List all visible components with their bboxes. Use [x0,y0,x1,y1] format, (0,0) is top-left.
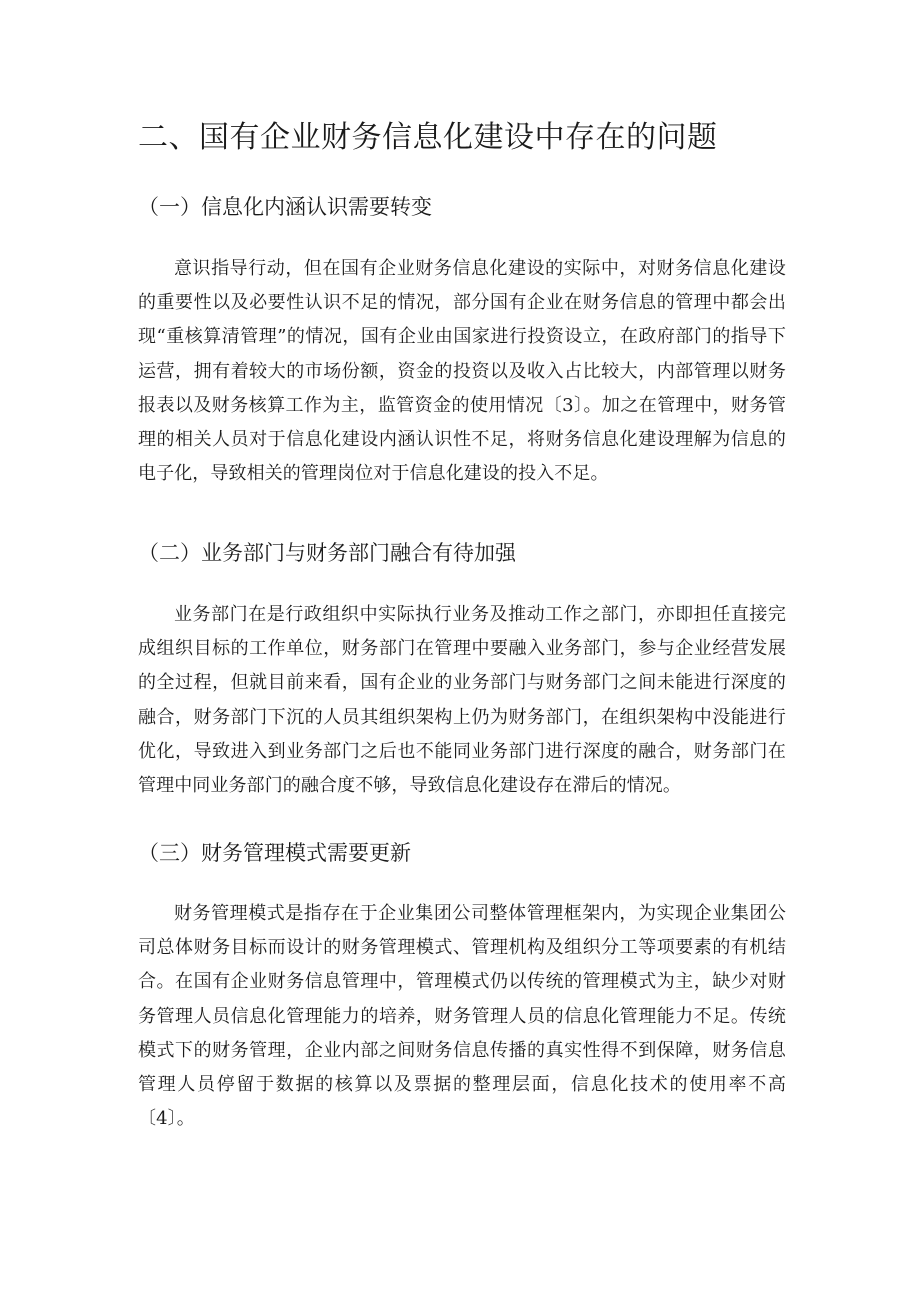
section-paragraph-1: 意识指导行动，但在国有企业财务信息化建设的实际中，对财务信息化建设的重要性以及必要性认识不足的情况，部分国有企业在财务信息的管理中都会出现“重核算清管理”的情况，国有企业由国家进行投资设立，在政府部门的指导下运营，拥有着较大的市场份额，资金的投资以及收入占比较大，内部管理以财务报表以及财务核算工作为主，监管资金的使用情况〔3〕。加之在管理中，财务管理的相关人员对于信息化建设内涵认识性不足，将财务信息化建设理解为信息的电子化，导致相关的管理岗位对于信息化建设的投入不足。 [138,258,786,485]
section-paragraph-3: 财务管理模式是指存在于企业集团公司整体管理框架内，为实现企业集团公司总体财务目标而设计的财务管理模式、管理机构及组织分工等项要素的有机结合。在国有企业财务信息管理中，管理模式仍以传统的管理模式为主，缺少对财务管理人员信息化管理能力的培养，财务管理人员的信息化管理能力不足。传统模式下的财务管理，企业内部之间财务信息传播的真实性得不到保障，财务信息管理人员停留于数据的核算以及票据的整理层面，信息化技术的使用率不高〔4〕。 [138,903,786,1130]
section-heading-2: （二）业务部门与财务部门融合有待加强 [138,541,516,565]
page-title: 二、国有企业财务信息化建设中存在的问题 [138,120,718,155]
section-heading-1: （一）信息化内涵认识需要转变 [138,195,432,219]
section-paragraph-2: 业务部门在是行政组织中实际执行业务及推动工作之部门，亦即担任直接完成组织目标的工作单位，财务部门在管理中要融入业务部门，参与企业经营发展的全过程，但就目前来看，国有企业的业务部门与财务部门之间未能进行深度的融合，财务部门下沉的人员其组织架构上仍为财务部门，在组织架构中没能进行优化，导致进入到业务部门之后也不能同业务部门进行深度的融合，财务部门在管理中同业务部门的融合度不够，导致信息化建设存在滞后的情况。 [138,604,786,797]
section-heading-3: （三）财务管理模式需要更新 [138,841,411,865]
